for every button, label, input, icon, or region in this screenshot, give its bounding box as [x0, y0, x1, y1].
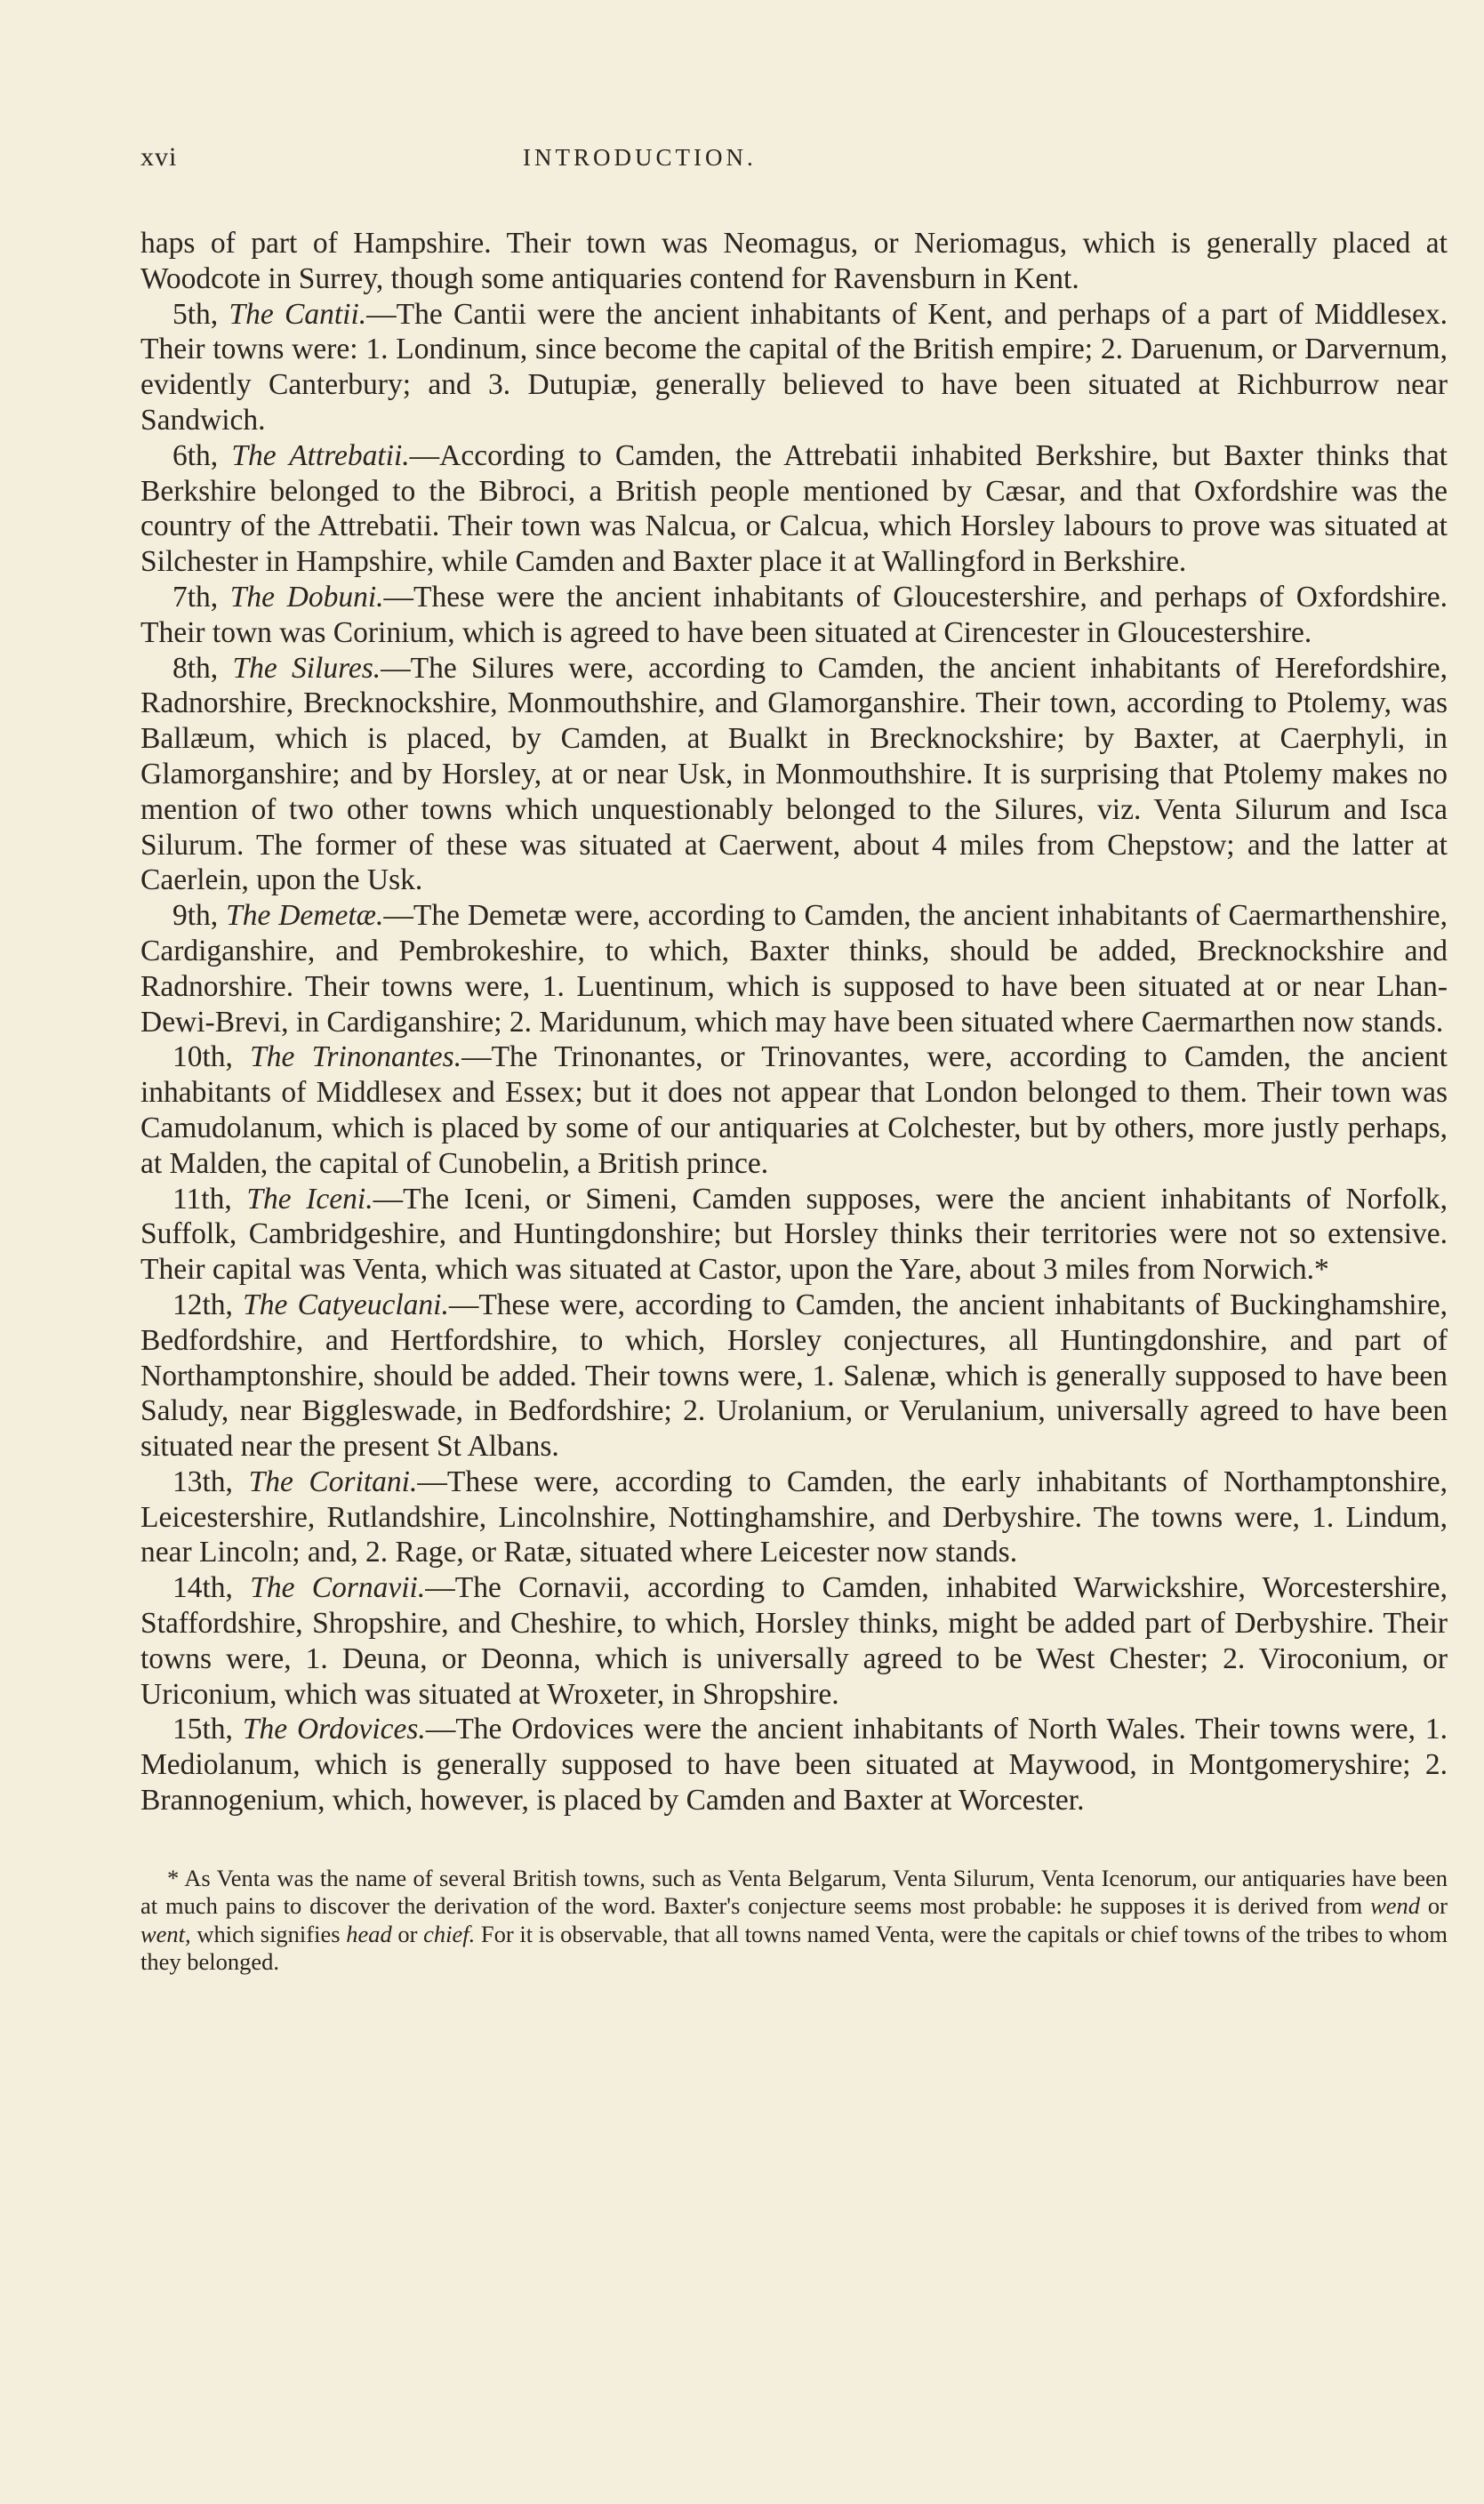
- tribe-entry-ordovices: [140, 1712, 1448, 1818]
- tribe-entry-coritani: [140, 1465, 1448, 1570]
- entry-text: —According to Camden, the Attrebatii inhabited Berkshire, but Baxter thinks that Berkshire belonged to the Bibroci, a British people mentioned by Cæsar, and that Oxfordshire was the country of the Attrebatii. Their town was Nalcua, or Calcua, which Horsley labours to prove was situated at Silchester in Hampshire, while Camden and Baxter place it at Wallingford in Berkshire.: [140, 438, 1448, 579]
- tribe-name: The Cantii.: [229, 297, 367, 331]
- tribe-entry-iceni: [140, 1182, 1448, 1288]
- tribe-entry-demetae: [140, 898, 1448, 1039]
- entry-text: —These were, according to Camden, the ancient inhabitants of Buckinghamshire, Bedfordshire, and Hertfordshire, to which, Horsley conjectures, all Huntingdonshire, and part of Northamptonshire, should be added. Their towns were, 1. Salenæ, which is generally supposed to have been Saludy, near Biggleswade, in Bedfordshire; 2. Urolanium, or Verulanium, universally agreed to have been situated near the present St Albans.: [140, 1288, 1448, 1464]
- entry-ordinal: 13th,: [172, 1465, 233, 1498]
- entry-text: —The Iceni, or Simeni, Camden supposes, were the ancient inhabitants of Norfolk, Suffolk, Cambridgeshire, and Huntingdonshire; but Horsley thinks their territories were not so extensive. Their capital was Venta, which was situated at Castor, upon the Yare, about 3 miles from Norwich.*: [140, 1182, 1448, 1287]
- tribe-entry-cantii: [140, 297, 1448, 438]
- entry-ordinal: 8th,: [172, 651, 219, 685]
- entry-ordinal: 5th,: [172, 297, 219, 331]
- footnote-italic: wend: [1370, 1892, 1421, 1920]
- footnote-text: * As Venta was the name of several British towns, such as Venta Belgarum, Venta Silurum, Venta Icenorum, our antiquaries have been at much pains to discover the derivation of the word. Baxter's conjecture seems most probable: he supposes it is derived from: [140, 1864, 1448, 1920]
- tribe-name: The Dobuni.: [229, 580, 384, 614]
- running-head: INTRODUCTION.: [523, 144, 757, 171]
- entry-text: —The Cornavii, according to Camden, inhabited Warwickshire, Worcestershire, Staffordshire, Shropshire, and Cheshire, to which, Horsley thinks, might be added part of Derbyshire. Their towns were, 1. Deuna, or Deonna, which is universally agreed to be West Chester; 2. Viroconium, or Uriconium, which was situated at Wroxeter, in Shropshire.: [140, 1571, 1448, 1711]
- entry-text: —The Silures were, according to Camden, the ancient inhabitants of Herefordshire, Radnorshire, Brecknockshire, Monmouthshire, and Glamorganshire. Their town, according to Ptolemy, was Ballæum, which is placed, by Camden, at Bualkt in Brecknockshire; by Baxter, at Caerphyli, in Glamorganshire; and by Horsley, at or near Usk, in Monmouthshire. It is surprising that Ptolemy makes no mention of two other towns which unquestionably belonged to the Silures, viz. Venta Silurum and Isca Silurum. The former of these was situated at Caerwent, about 4 miles from Chepstow; and the latter at Caerlein, upon the Usk.: [140, 651, 1448, 897]
- entry-text: —The Trinonantes, or Trinovantes, were, according to Camden, the ancient inhabitants of Middlesex and Essex; but it does not appear that London belonged to them. Their town was Camudolanum, which is placed by some of our antiquaries at Colchester, but by others, more justly perhaps, at Malden, the capital of Cunobelin, a British prince.: [140, 1040, 1448, 1180]
- entry-ordinal: 14th,: [172, 1571, 233, 1605]
- entry-text: —The Ordovices were the ancient inhabitants of North Wales. Their towns were, 1. Mediolanum, which is generally supposed to have been situated at Maywood, in Montgomeryshire; 2. Brannogenium, which, however, is placed by Camden and Baxter at Worcester.: [140, 1713, 1448, 1818]
- entry-ordinal: 10th,: [172, 1040, 233, 1074]
- entry-ordinal: 9th,: [172, 899, 219, 933]
- tribe-name: The Ordovices.: [242, 1713, 426, 1746]
- entry-text: —These were the ancient inhabitants of Gloucestershire, and perhaps of Oxfordshire. Their town was Corinium, which is agreed to have been situated at Cirencester in Gloucestershire.: [140, 580, 1448, 649]
- entry-text: —These were, according to Camden, the early inhabitants of Northamptonshire, Leicestershire, Rutlandshire, Lincolnshire, Nottinghamshire, and Derbyshire. The towns were, 1. Lindum, near Lincoln; and, 2. Rage, or Ratæ, situated where Leicester now stands.: [140, 1465, 1448, 1569]
- footnote-text: or: [1420, 1892, 1448, 1920]
- entry-ordinal: 11th,: [172, 1182, 232, 1216]
- entry-ordinal: 7th,: [172, 580, 219, 614]
- page-number: xvi: [140, 142, 178, 172]
- tribe-name: The Cornavii.: [250, 1571, 426, 1605]
- footnote-text: which signifies: [190, 1920, 347, 1947]
- tribe-name: The Iceni.: [246, 1182, 373, 1216]
- footnote-italic: head: [346, 1920, 392, 1947]
- book-page: [140, 142, 1448, 2000]
- tribe-entry-catyeuclani: [140, 1288, 1448, 1465]
- footnote: [140, 1865, 1448, 1977]
- footnote-text: For it is observable, that all towns named Venta, were the capitals or chief towns of the tribes to whom they belonged.: [140, 1920, 1448, 1976]
- page-header: [140, 142, 1448, 196]
- continuation-paragraph: haps of part of Hampshire. Their town was Neomagus, or Neriomagus, which is generally placed at Woodcote in Surrey, though some antiquaries contend for Ravensburn in Kent.: [140, 227, 1448, 295]
- main-text: [140, 226, 1448, 1818]
- footnote-italic: went,: [140, 1920, 191, 1947]
- entry-text: —The Demetæ were, according to Camden, the ancient inhabitants of Caermarthenshire, Cardiganshire, and Pembrokeshire, to which, Baxter thinks, should be added, Brecknockshire and Radnorshire. Their towns were, 1. Luentinum, which is supposed to have been situated at or near Lhan-Dewi-Brevi, in Cardiganshire; 2. Maridunum, which may have been situated where Caermarthen now stands.: [140, 899, 1448, 1039]
- tribe-name: The Catyeuclani.: [243, 1288, 449, 1321]
- tribe-entry-trinonantes: [140, 1039, 1448, 1181]
- tribe-name: The Attrebatii.: [231, 438, 410, 472]
- tribe-entry-silures: [140, 651, 1448, 899]
- entry-ordinal: 12th,: [172, 1288, 233, 1321]
- tribe-name: The Trinonantes.: [250, 1040, 462, 1074]
- tribe-name: The Silures.: [232, 651, 381, 685]
- tribe-entry-dobuni: [140, 580, 1448, 651]
- entry-text: —The Cantii were the ancient inhabitants of Kent, and perhaps of a part of Middlesex. Their towns were: 1. Londinum, since become the capital of the British empire; 2. Daruenum, or Darvernum, evidently Canterbury; and 3. Dutupiæ, generally believed to have been situated at Richburrow near Sandwich.: [140, 297, 1448, 437]
- entry-ordinal: 15th,: [172, 1713, 233, 1746]
- tribe-name: The Demetæ.: [226, 899, 384, 933]
- tribe-entry-cornavii: [140, 1570, 1448, 1712]
- tribe-name: The Coritani.: [248, 1465, 418, 1498]
- footnote-text: or: [391, 1920, 424, 1947]
- entry-ordinal: 6th,: [172, 438, 219, 472]
- tribe-entry-attrebatii: [140, 438, 1448, 580]
- footnote-italic: chief.: [423, 1920, 476, 1947]
